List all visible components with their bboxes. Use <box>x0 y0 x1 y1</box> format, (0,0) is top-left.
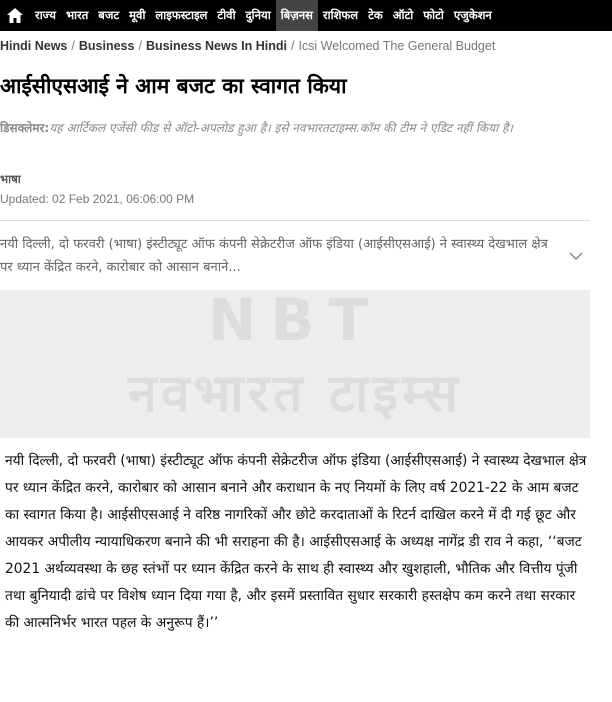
divider <box>0 220 590 221</box>
nav-item[interactable]: टीवी <box>217 8 236 22</box>
breadcrumb-separator: / <box>138 39 142 53</box>
disclaimer <box>0 118 590 138</box>
nav-item[interactable]: टेक <box>368 8 383 22</box>
nav-item[interactable]: राशिफल <box>322 8 359 22</box>
nav-item[interactable]: दुनिया <box>245 8 271 22</box>
image-logo-text: NBT <box>207 290 383 354</box>
article-image <box>0 290 590 438</box>
article-title: आईसीएसआई ने आम बजट का स्वागत किया <box>0 74 347 98</box>
nav-item[interactable]: फोटो <box>423 8 444 22</box>
article-body: नयी दिल्ली, दो फरवरी (भाषा) इंस्टीट्यूट ऑफ कंपनी सेक्रेटरीज ऑफ इंडिया (आईसीएसआई) ने स्वास्थ्य देखभाल क्षेत्र पर ध्यान केंद्रित करने, कारोबार को आसान बनाने और कराधान के नए नियमों के लिए वर्ष 2021-22 के आम बजट का स्वागत किया है। आईसीएसआई ने वरिष्ठ नागरिकों और छोटे करदाताओं के रिटर्न दाखिल करने में दी गई छूट और आयकर अपीलीय न्यायाधिकरण बनाने की भी सराहना की है। आईसीएसआई के अध्यक्ष नागेंद्र डी राव ने कहा, ‘‘बजट 2021 अर्थव्यवस्था के छह स्तंभों पर ध्यान केंद्रित करने के साथ ही स्वास्थ्य और खुशहाली, भौतिक और वित्तीय पूंजी तथा बुनियादी ढांचे पर विशेष ध्यान दिया गया है, और इसमें प्रस्तावित सुधार सरकारी हस्तक्षेप कम करने तथा सरकार की आत्मनिर्भर भारत पहल के अनुरूप हैं।’’ <box>5 453 587 631</box>
nav-item[interactable]: राज्य <box>35 8 56 22</box>
breadcrumb-link[interactable]: Hindi News <box>0 39 68 53</box>
nav-item[interactable]: मूवी <box>129 8 146 22</box>
breadcrumb <box>0 38 495 53</box>
nav-item[interactable]: भारत <box>65 8 89 22</box>
top-navigation-bar <box>0 0 612 31</box>
home-icon <box>6 7 24 24</box>
breadcrumb-current: Icsi Welcomed The General Budget <box>298 39 496 53</box>
breadcrumb-separator: / <box>290 39 295 53</box>
article-summary: नयी दिल्ली, दो फरवरी (भाषा) इंस्टीट्यूट ऑफ कंपनी सेक्रेटरीज ऑफ इंडिया (आईसीएसआई) ने स्वास्थ्य देखभाल क्षेत्र पर ध्यान केंद्रित करने, कारोबार को आसान बनाने... <box>0 237 548 275</box>
nav-item[interactable]: एजुकेशन <box>453 8 492 22</box>
breadcrumb-link[interactable]: Business <box>78 39 135 53</box>
home-button[interactable] <box>0 0 30 31</box>
nav-item[interactable]: बजट <box>98 8 120 22</box>
chevron-down-icon[interactable] <box>568 250 584 262</box>
author-name[interactable]: भाषा <box>0 172 21 186</box>
nav-menu <box>30 0 497 31</box>
nav-item[interactable]: ऑटो <box>392 8 414 22</box>
disclaimer-label: डिसक्लेमर: <box>0 121 50 135</box>
updated-timestamp: Updated: 02 Feb 2021, 06:06:00 PM <box>0 192 195 206</box>
image-logo-subtext: नवभारत टाइम्स <box>127 364 463 424</box>
nav-item[interactable]: लाइफस्टाइल <box>155 8 208 22</box>
disclaimer-text: यह आर्टिकल एजेंसी फीड से ऑटो-अपलोड हुआ है। इसे नवभारतटाइम्स.कॉम की टीम ने एडिट नहीं किया है। <box>49 121 513 135</box>
breadcrumb-separator: / <box>71 39 75 53</box>
breadcrumb-link[interactable]: Business News In Hindi <box>145 39 287 53</box>
nav-item[interactable]: बिज़नस <box>276 0 318 31</box>
